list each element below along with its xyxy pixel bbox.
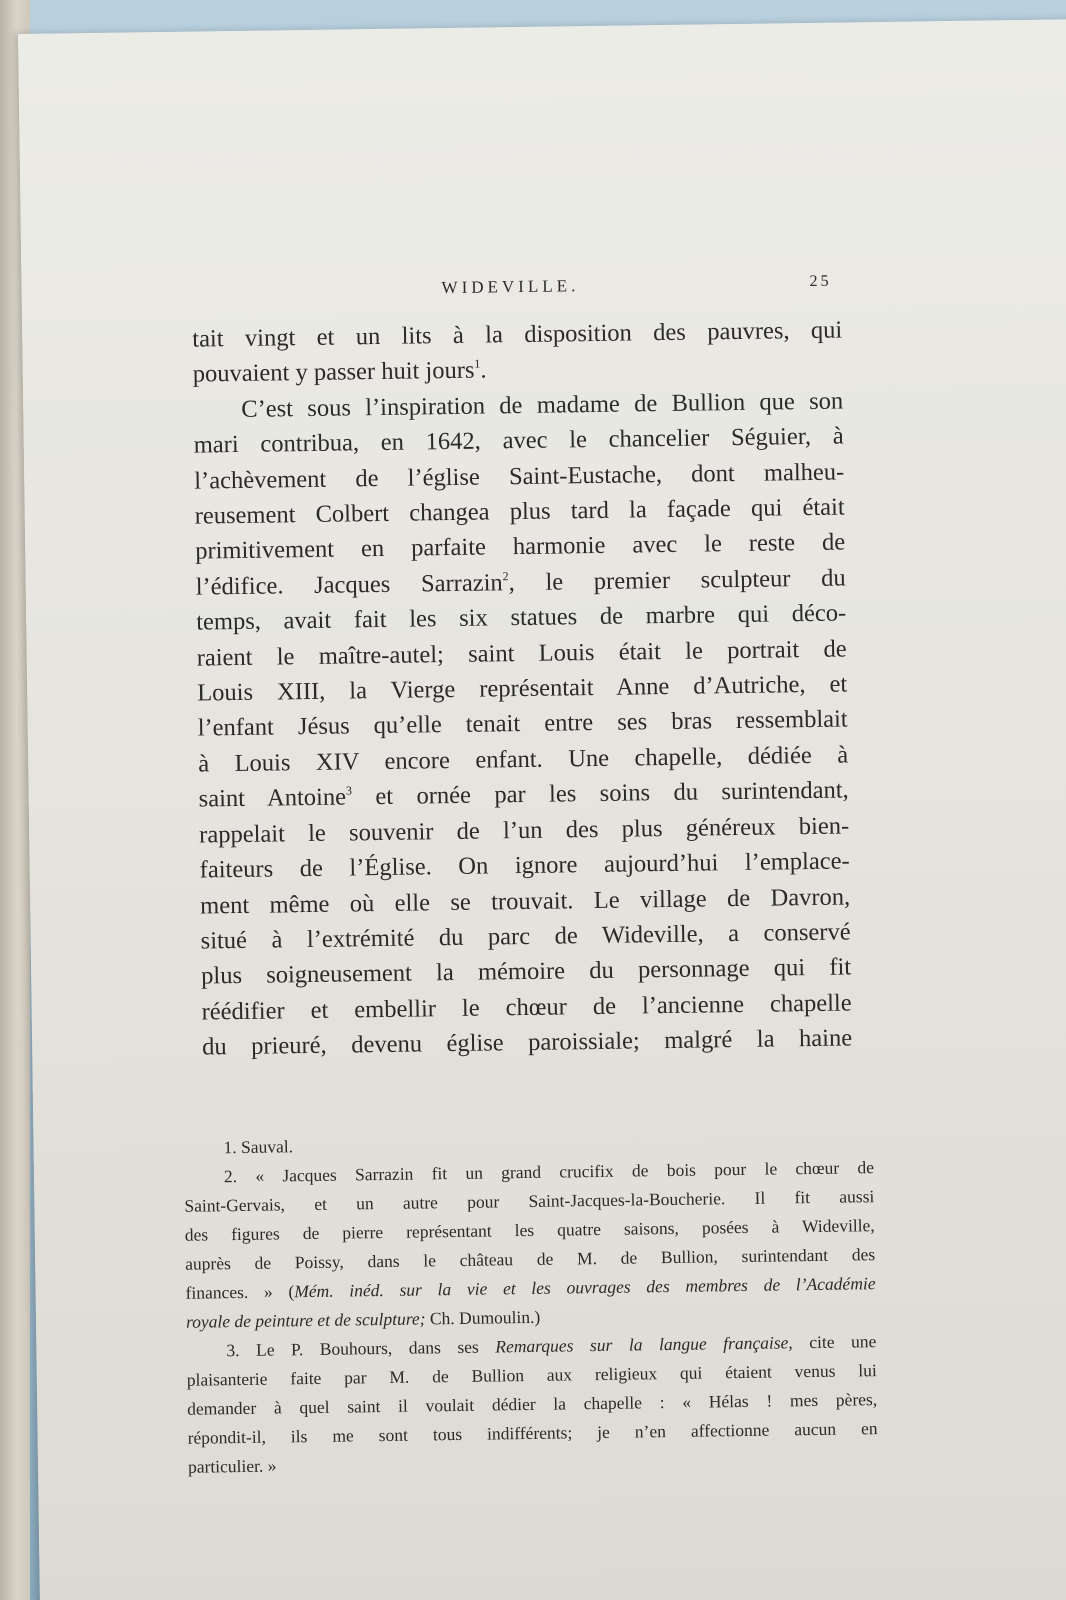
footnote-1: 1. Sauval. xyxy=(223,1136,294,1158)
text-line: rappelait le souvenir de l’un des plus généreux bien- xyxy=(199,812,850,849)
text-line: l’enfant Jésus qu’elle tenait entre ses bras ressemblait xyxy=(197,705,848,743)
text-line: Louis XIII, la Vierge représentait Anne d’Autriche, et xyxy=(197,670,848,707)
text-line: primitivement en parfaite harmonie avec le reste de xyxy=(195,528,846,566)
footnote-2-line: royale de peinture et de sculpture; Ch. Dumoulin.) xyxy=(185,1306,541,1332)
footnote-2-line: 2. « Jacques Sarrazin fit un grand crucifix de bois pour le chœur de xyxy=(223,1157,875,1187)
text-line: réédifier et embellir le chœur de l’ancienne chapelle xyxy=(201,989,852,1026)
note-ref: 3 xyxy=(345,783,352,798)
text-line: ment même où elle se trouvait. Le village de Davron, xyxy=(199,882,851,920)
text-line: mari contribua, en 1642, avec le chancelier Séguier, à xyxy=(193,422,844,459)
page-number: 25 xyxy=(809,272,832,290)
text-line: l’édifice. Jacques Sarrazin$^2$, le premier sculpteur du xyxy=(195,564,846,601)
footnote-3-line: particulier. » xyxy=(187,1455,277,1477)
text-line: saint Antoine$^3$ et ornée par les soins du surintendant, xyxy=(198,776,849,813)
header-title: WIDEVILLE. xyxy=(441,276,580,298)
text-line: tait vingt et un lits à la disposition des pauvres, qui xyxy=(192,316,843,353)
footnote-2-line: auprès de Poissy, dans le château de M. de Bullion, surintendant des xyxy=(185,1244,876,1274)
footnote-2-line: finances. » (Mém. inéd. sur la vie et les ouvrages des membres de l’Académie xyxy=(185,1273,876,1303)
footnote-2-line: Saint-Gervais, et un autre pour Saint-Jacques-la-Boucherie. Il fit aussi xyxy=(184,1186,875,1216)
text-line: à Louis XIV encore enfant. Une chapelle, dédiée à xyxy=(198,741,849,778)
running-header xyxy=(21,273,841,304)
text-line: raient le maître-autel; saint Louis était le portrait de xyxy=(196,635,847,672)
footnote-3-line: répondit-il, ils me sont tous indifférents; je n’en affectionne aucun en xyxy=(187,1418,878,1448)
text-line: C’est sous l’inspiration de madame de Bullion que son xyxy=(241,387,844,423)
text-line: pouvaient y passer huit jours$^1$. xyxy=(192,356,487,388)
text-line: plus soigneusement la mémoire du personnage qui fit xyxy=(200,953,852,990)
text-line: reusement Colbert changea plus tard la façade qui était xyxy=(194,493,845,530)
footnote-3-line: demander à quel saint il voulait dédier la chapelle : « Hélas ! mes pères, xyxy=(187,1389,878,1419)
text-line: faiteurs de l’Église. On ignore aujourd’hui l’emplace- xyxy=(199,847,850,884)
footnotes xyxy=(183,1124,878,1482)
footnote-3-line: 3. Le P. Bouhours, dans ses Remarques sur la langue française, cite une xyxy=(226,1331,877,1361)
book-page xyxy=(18,19,1066,1600)
text-line: temps, avait fait les six statues de marbre qui déco- xyxy=(196,599,847,636)
text-line: situé à l’extrémité du parc de Wideville, a conservé xyxy=(200,918,851,955)
footnote-3-line: plaisanterie faite par M. de Bullion aux religieux qui étaient venus lui xyxy=(186,1360,877,1390)
note-ref: 1 xyxy=(474,356,481,372)
text-line: l’achèvement de l’église Saint-Eustache, dont malheu- xyxy=(194,458,845,495)
note-ref: 2 xyxy=(502,569,509,584)
text-line: du prieuré, devenu église paroissiale; malgré la haine xyxy=(201,1024,853,1061)
main-text xyxy=(192,313,852,1066)
footnote-2-line: des figures de pierre représentant les quatre saisons, posées à Wideville, xyxy=(184,1215,875,1245)
